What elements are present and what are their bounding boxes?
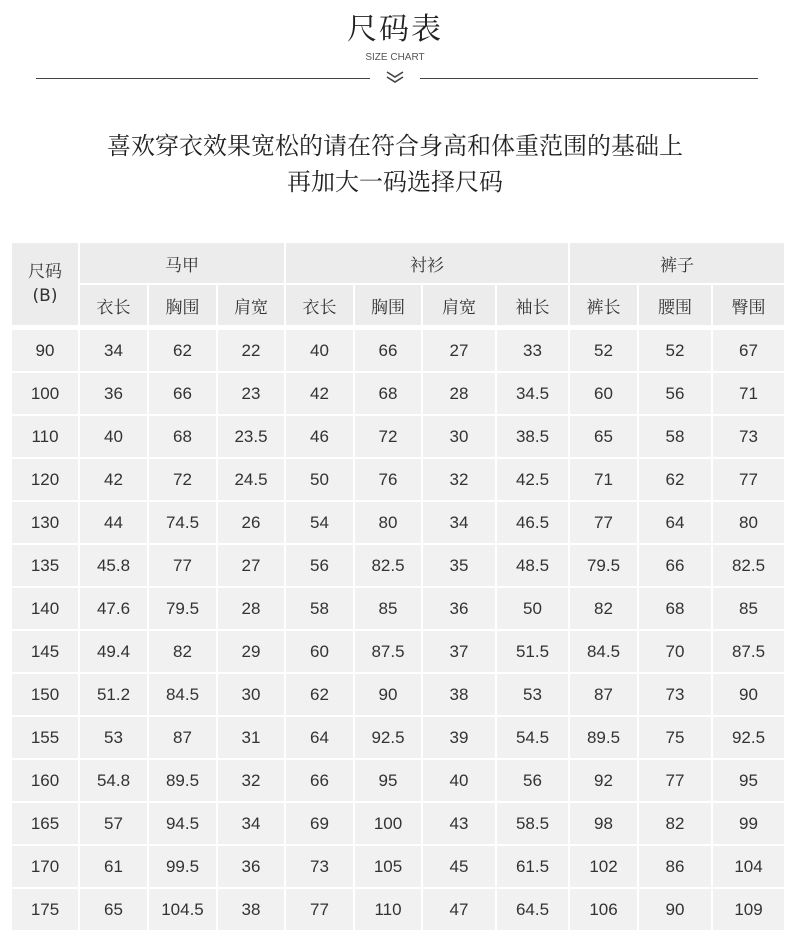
table-cell: 54.5 bbox=[497, 717, 568, 758]
table-cell: 24.5 bbox=[218, 459, 284, 500]
size-cell: 140 bbox=[12, 588, 78, 629]
table-cell: 69 bbox=[286, 803, 353, 844]
table-cell: 89.5 bbox=[570, 717, 637, 758]
table-cell: 56 bbox=[639, 373, 711, 414]
table-cell: 106 bbox=[570, 889, 637, 930]
table-cell: 89.5 bbox=[149, 760, 216, 801]
table-cell: 92 bbox=[570, 760, 637, 801]
table-cell: 85 bbox=[355, 588, 421, 629]
table-cell: 33 bbox=[497, 330, 568, 371]
table-cell: 64 bbox=[286, 717, 353, 758]
table-cell: 30 bbox=[423, 416, 495, 457]
table-cell: 87.5 bbox=[355, 631, 421, 672]
page-subtitle: SIZE CHART bbox=[365, 52, 425, 63]
table-cell: 61 bbox=[80, 846, 147, 887]
table-cell: 61.5 bbox=[497, 846, 568, 887]
size-cell: 165 bbox=[12, 803, 78, 844]
table-cell: 34 bbox=[218, 803, 284, 844]
size-cell: 90 bbox=[12, 330, 78, 371]
table-cell: 86 bbox=[639, 846, 711, 887]
table-cell: 28 bbox=[218, 588, 284, 629]
table-cell: 57 bbox=[80, 803, 147, 844]
table-cell: 105 bbox=[355, 846, 421, 887]
table-cell: 50 bbox=[286, 459, 353, 500]
table-cell: 64 bbox=[639, 502, 711, 543]
table-cell: 47 bbox=[423, 889, 495, 930]
table-cell: 67 bbox=[713, 330, 784, 371]
table-cell: 30 bbox=[218, 674, 284, 715]
table-cell: 34.5 bbox=[497, 373, 568, 414]
table-cell: 28 bbox=[423, 373, 495, 414]
table-cell: 87 bbox=[570, 674, 637, 715]
table-cell: 58 bbox=[639, 416, 711, 457]
table-cell: 68 bbox=[355, 373, 421, 414]
divider-left bbox=[36, 78, 370, 79]
size-chart-table bbox=[12, 243, 784, 932]
table-cell: 85 bbox=[713, 588, 784, 629]
table-cell: 100 bbox=[355, 803, 421, 844]
table-cell: 35 bbox=[423, 545, 495, 586]
table-cell: 74.5 bbox=[149, 502, 216, 543]
table-cell: 39 bbox=[423, 717, 495, 758]
table-cell: 109 bbox=[713, 889, 784, 930]
table-cell: 90 bbox=[713, 674, 784, 715]
table-cell: 48.5 bbox=[497, 545, 568, 586]
column-header: 肩宽 bbox=[218, 285, 284, 325]
size-cell: 170 bbox=[12, 846, 78, 887]
table-cell: 70 bbox=[639, 631, 711, 672]
column-header: 胸围 bbox=[355, 285, 421, 325]
table-cell: 65 bbox=[570, 416, 637, 457]
table-cell: 66 bbox=[149, 373, 216, 414]
table-cell: 71 bbox=[570, 459, 637, 500]
table-cell: 92.5 bbox=[355, 717, 421, 758]
table-cell: 76 bbox=[355, 459, 421, 500]
table-cell: 77 bbox=[713, 459, 784, 500]
table-cell: 38 bbox=[423, 674, 495, 715]
page-title: 尺码表 bbox=[347, 12, 443, 47]
table-cell: 84.5 bbox=[570, 631, 637, 672]
table-cell: 50 bbox=[497, 588, 568, 629]
table-cell: 66 bbox=[355, 330, 421, 371]
table-cell: 51.5 bbox=[497, 631, 568, 672]
table-cell: 82.5 bbox=[355, 545, 421, 586]
table-cell: 47.6 bbox=[80, 588, 147, 629]
size-cell: 120 bbox=[12, 459, 78, 500]
table-cell: 29 bbox=[218, 631, 284, 672]
page-header bbox=[0, 10, 790, 64]
table-cell: 36 bbox=[218, 846, 284, 887]
table-cell: 73 bbox=[639, 674, 711, 715]
table-cell: 40 bbox=[286, 330, 353, 371]
table-cell: 77 bbox=[149, 545, 216, 586]
table-cell: 90 bbox=[639, 889, 711, 930]
table-cell: 77 bbox=[639, 760, 711, 801]
table-cell: 53 bbox=[497, 674, 568, 715]
table-cell: 84.5 bbox=[149, 674, 216, 715]
table-cell: 46.5 bbox=[497, 502, 568, 543]
table-cell: 110 bbox=[355, 889, 421, 930]
table-cell: 98 bbox=[570, 803, 637, 844]
table-cell: 68 bbox=[149, 416, 216, 457]
table-cell: 32 bbox=[218, 760, 284, 801]
table-cell: 27 bbox=[423, 330, 495, 371]
table-cell: 82 bbox=[639, 803, 711, 844]
column-header: 腰围 bbox=[639, 285, 711, 325]
table-cell: 43 bbox=[423, 803, 495, 844]
table-cell: 54 bbox=[286, 502, 353, 543]
table-cell: 36 bbox=[80, 373, 147, 414]
table-cell: 87.5 bbox=[713, 631, 784, 672]
column-header: 胸围 bbox=[149, 285, 216, 325]
table-cell: 66 bbox=[639, 545, 711, 586]
table-cell: 34 bbox=[423, 502, 495, 543]
table-cell: 62 bbox=[639, 459, 711, 500]
table-cell: 75 bbox=[639, 717, 711, 758]
table-cell: 51.2 bbox=[80, 674, 147, 715]
group-header: 衬衫 bbox=[286, 243, 568, 283]
table-cell: 87 bbox=[149, 717, 216, 758]
fit-notice-line-2: 再加大一码选择尺码 bbox=[287, 168, 503, 196]
table-cell: 45 bbox=[423, 846, 495, 887]
table-cell: 71 bbox=[713, 373, 784, 414]
table-cell: 34 bbox=[80, 330, 147, 371]
table-cell: 52 bbox=[570, 330, 637, 371]
double-chevron-down-icon bbox=[384, 68, 406, 86]
column-header: 裤长 bbox=[570, 285, 637, 325]
table-cell: 77 bbox=[570, 502, 637, 543]
table-cell: 77 bbox=[286, 889, 353, 930]
table-cell: 95 bbox=[713, 760, 784, 801]
table-cell: 31 bbox=[218, 717, 284, 758]
table-cell: 52 bbox=[639, 330, 711, 371]
table-cell: 90 bbox=[355, 674, 421, 715]
divider-right bbox=[420, 78, 758, 79]
table-cell: 54.8 bbox=[80, 760, 147, 801]
table-cell: 72 bbox=[149, 459, 216, 500]
size-cell: 135 bbox=[12, 545, 78, 586]
table-cell: 99 bbox=[713, 803, 784, 844]
group-header: 裤子 bbox=[570, 243, 784, 283]
column-header: 臀围 bbox=[713, 285, 784, 325]
table-cell: 102 bbox=[570, 846, 637, 887]
table-cell: 56 bbox=[497, 760, 568, 801]
fit-notice bbox=[0, 128, 790, 200]
table-cell: 62 bbox=[149, 330, 216, 371]
table-cell: 94.5 bbox=[149, 803, 216, 844]
table-cell: 36 bbox=[423, 588, 495, 629]
table-cell: 65 bbox=[80, 889, 147, 930]
size-cell: 110 bbox=[12, 416, 78, 457]
table-cell: 37 bbox=[423, 631, 495, 672]
size-cell: 130 bbox=[12, 502, 78, 543]
table-cell: 38.5 bbox=[497, 416, 568, 457]
table-cell: 26 bbox=[218, 502, 284, 543]
table-cell: 23 bbox=[218, 373, 284, 414]
column-header: 袖长 bbox=[497, 285, 568, 325]
table-cell: 42 bbox=[80, 459, 147, 500]
table-cell: 104.5 bbox=[149, 889, 216, 930]
table-cell: 42 bbox=[286, 373, 353, 414]
table-cell: 60 bbox=[286, 631, 353, 672]
table-cell: 56 bbox=[286, 545, 353, 586]
table-cell: 99.5 bbox=[149, 846, 216, 887]
group-header: 马甲 bbox=[80, 243, 284, 283]
size-column-header: 尺码 (B) bbox=[12, 243, 78, 325]
table-cell: 62 bbox=[286, 674, 353, 715]
table-cell: 40 bbox=[423, 760, 495, 801]
table-cell: 82 bbox=[149, 631, 216, 672]
column-header: 肩宽 bbox=[423, 285, 495, 325]
table-cell: 66 bbox=[286, 760, 353, 801]
table-cell: 73 bbox=[713, 416, 784, 457]
table-cell: 49.4 bbox=[80, 631, 147, 672]
table-cell: 32 bbox=[423, 459, 495, 500]
size-cell: 150 bbox=[12, 674, 78, 715]
table-cell: 64.5 bbox=[497, 889, 568, 930]
table-cell: 38 bbox=[218, 889, 284, 930]
table-cell: 95 bbox=[355, 760, 421, 801]
table-cell: 80 bbox=[355, 502, 421, 543]
table-cell: 46 bbox=[286, 416, 353, 457]
table-cell: 79.5 bbox=[149, 588, 216, 629]
table-cell: 73 bbox=[286, 846, 353, 887]
table-cell: 72 bbox=[355, 416, 421, 457]
table-cell: 53 bbox=[80, 717, 147, 758]
table-cell: 22 bbox=[218, 330, 284, 371]
table-cell: 68 bbox=[639, 588, 711, 629]
table-cell: 60 bbox=[570, 373, 637, 414]
size-cell: 155 bbox=[12, 717, 78, 758]
size-cell: 175 bbox=[12, 889, 78, 930]
table-cell: 40 bbox=[80, 416, 147, 457]
table-cell: 79.5 bbox=[570, 545, 637, 586]
size-cell: 100 bbox=[12, 373, 78, 414]
table-cell: 58 bbox=[286, 588, 353, 629]
size-cell: 145 bbox=[12, 631, 78, 672]
table-cell: 23.5 bbox=[218, 416, 284, 457]
table-cell: 45.8 bbox=[80, 545, 147, 586]
table-cell: 82 bbox=[570, 588, 637, 629]
column-header: 衣长 bbox=[286, 285, 353, 325]
fit-notice-line-1: 喜欢穿衣效果宽松的请在符合身高和体重范围的基础上 bbox=[107, 132, 683, 160]
table-cell: 44 bbox=[80, 502, 147, 543]
table-cell: 58.5 bbox=[497, 803, 568, 844]
table-cell: 104 bbox=[713, 846, 784, 887]
table-cell: 42.5 bbox=[497, 459, 568, 500]
table-cell: 80 bbox=[713, 502, 784, 543]
table-cell: 27 bbox=[218, 545, 284, 586]
table-cell: 92.5 bbox=[713, 717, 784, 758]
size-cell: 160 bbox=[12, 760, 78, 801]
table-cell: 82.5 bbox=[713, 545, 784, 586]
column-header: 衣长 bbox=[80, 285, 147, 325]
